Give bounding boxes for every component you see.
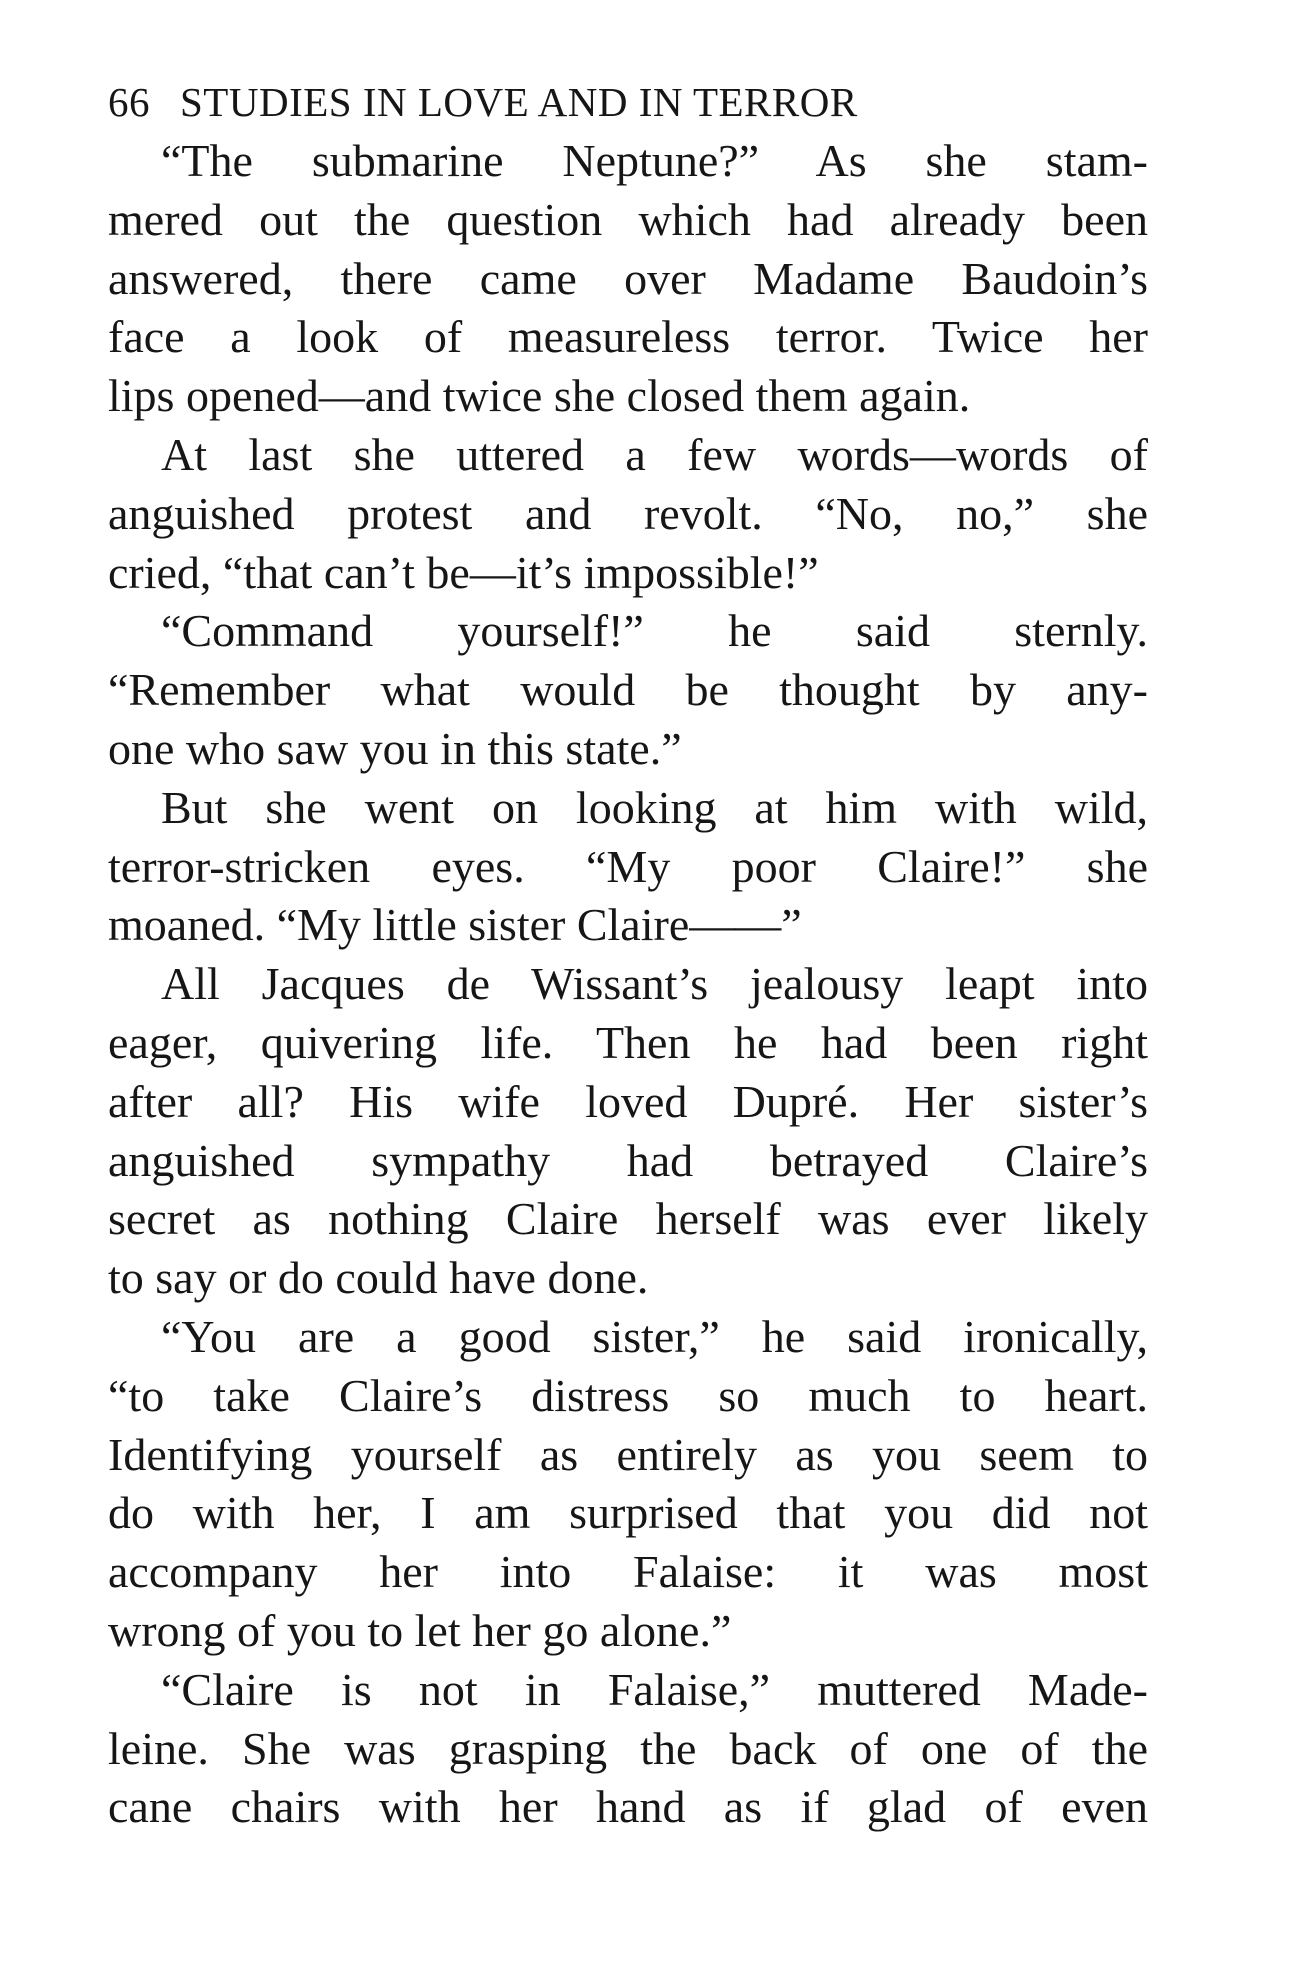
text-line: eager, quivering life. Then he had been right	[108, 1016, 1148, 1068]
text-line: one who saw you in this state.”	[108, 722, 682, 774]
text-line: leine. She was grasping the back of one of the	[108, 1722, 1148, 1774]
text-line: “You are a good sister,” he said ironically,	[161, 1310, 1148, 1362]
text-line: “to take Claire’s distress so much to heart.	[108, 1369, 1148, 1421]
text-line: Identifying yourself as entirely as you seem to	[108, 1428, 1148, 1480]
text-line: accompany her into Falaise: it was most	[108, 1546, 1148, 1598]
page-number: 66	[108, 79, 150, 125]
text-line: to say or do could have done.	[108, 1252, 649, 1304]
text-line: face a look of measureless terror. Twice her	[108, 311, 1148, 363]
text-line: secret as nothing Claire herself was ever likely	[108, 1193, 1148, 1245]
text-line: wrong of you to let her go alone.”	[108, 1604, 732, 1656]
text-line: after all? His wife loved Dupré. Her sister’s	[108, 1075, 1148, 1127]
text-line: terror-stricken eyes. “My poor Claire!” she	[108, 840, 1148, 892]
text-line: “Remember what would be thought by any-	[108, 664, 1148, 716]
running-title: STUDIES IN LOVE AND IN TERROR	[180, 79, 858, 125]
text-line: All Jacques de Wissant’s jealousy leapt into	[161, 958, 1148, 1010]
text-line: “Command yourself!” he said sternly.	[161, 605, 1148, 657]
text-line: anguished sympathy had betrayed Claire’s	[108, 1134, 1148, 1186]
text-line: lips opened—and twice she closed them again.	[108, 370, 971, 422]
text-line: “Claire is not in Falaise,” muttered Made-	[161, 1663, 1148, 1715]
body-text	[108, 132, 1148, 1837]
text-line: anguished protest and revolt. “No, no,” she	[108, 487, 1148, 539]
text-line: cried, “that can’t be—it’s impossible!”	[108, 546, 819, 598]
text-line: At last she uttered a few words—words of	[161, 428, 1148, 480]
text-line: But she went on looking at him with wild,	[161, 781, 1148, 833]
text-line: cane chairs with her hand as if glad of even	[108, 1781, 1148, 1833]
text-line: mered out the question which had already been	[108, 193, 1148, 245]
text-line: do with her, I am surprised that you did not	[108, 1487, 1148, 1539]
page-header	[108, 72, 1148, 132]
text-line: answered, there came over Madame Baudoin’s	[108, 252, 1148, 304]
text-line: moaned. “My little sister Claire——”	[108, 899, 802, 951]
text-line: “The submarine Neptune?” As she stam-	[161, 135, 1148, 186]
